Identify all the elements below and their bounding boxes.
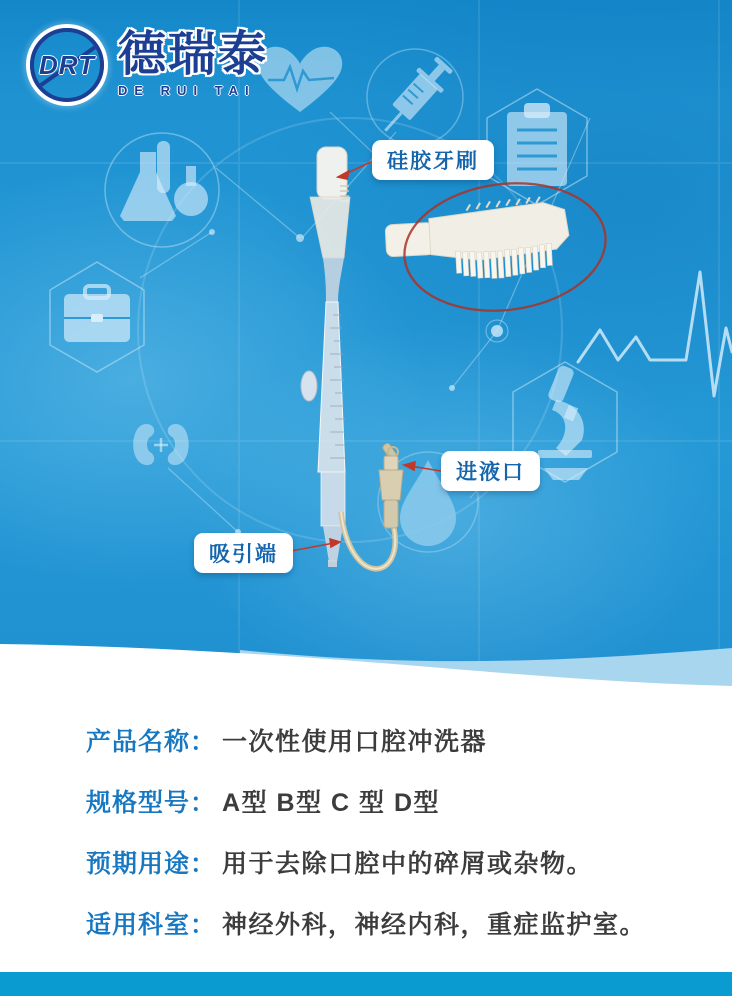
bottom-accent-bar bbox=[0, 972, 732, 996]
device-brush-head bbox=[310, 147, 350, 258]
logo-text bbox=[118, 30, 268, 98]
logo-name-en: DE RUI TAI bbox=[118, 83, 256, 99]
spec-label: 规格型号： bbox=[86, 789, 217, 817]
spec-label: 适用科室： bbox=[86, 911, 217, 939]
brush-closeup bbox=[384, 172, 613, 322]
spec-value: 神经外科，神经内科，重症监护室。 bbox=[222, 911, 647, 939]
device-inlet-connector bbox=[379, 442, 403, 528]
spec-row-departments bbox=[86, 905, 646, 941]
device-inlet-tube bbox=[341, 442, 403, 569]
callout-liquid-inlet: 进液口 bbox=[441, 451, 540, 491]
logo-abbr: DRT bbox=[39, 49, 95, 80]
logo-name-cn: 德瑞泰 bbox=[118, 28, 269, 81]
spec-row-intended-use bbox=[86, 844, 646, 880]
device-barrel bbox=[301, 258, 345, 472]
spec-label: 产品名称： bbox=[86, 728, 217, 756]
spec-value: 一次性使用口腔冲洗器 bbox=[222, 728, 488, 756]
logo-circle-mark bbox=[30, 28, 104, 102]
spec-row-product-name bbox=[86, 722, 646, 758]
spec-value: A型 B型 C 型 D型 bbox=[222, 789, 441, 817]
spec-value: 用于去除口腔中的碎屑或杂物。 bbox=[222, 850, 594, 878]
spec-row-model bbox=[86, 783, 646, 819]
callout-silicone-brush: 硅胶牙刷 bbox=[372, 140, 494, 180]
callout-suction-end: 吸引端 bbox=[194, 533, 293, 573]
brand-logo bbox=[30, 28, 268, 102]
product-specs bbox=[86, 722, 646, 941]
spec-label: 预期用途： bbox=[86, 850, 217, 878]
